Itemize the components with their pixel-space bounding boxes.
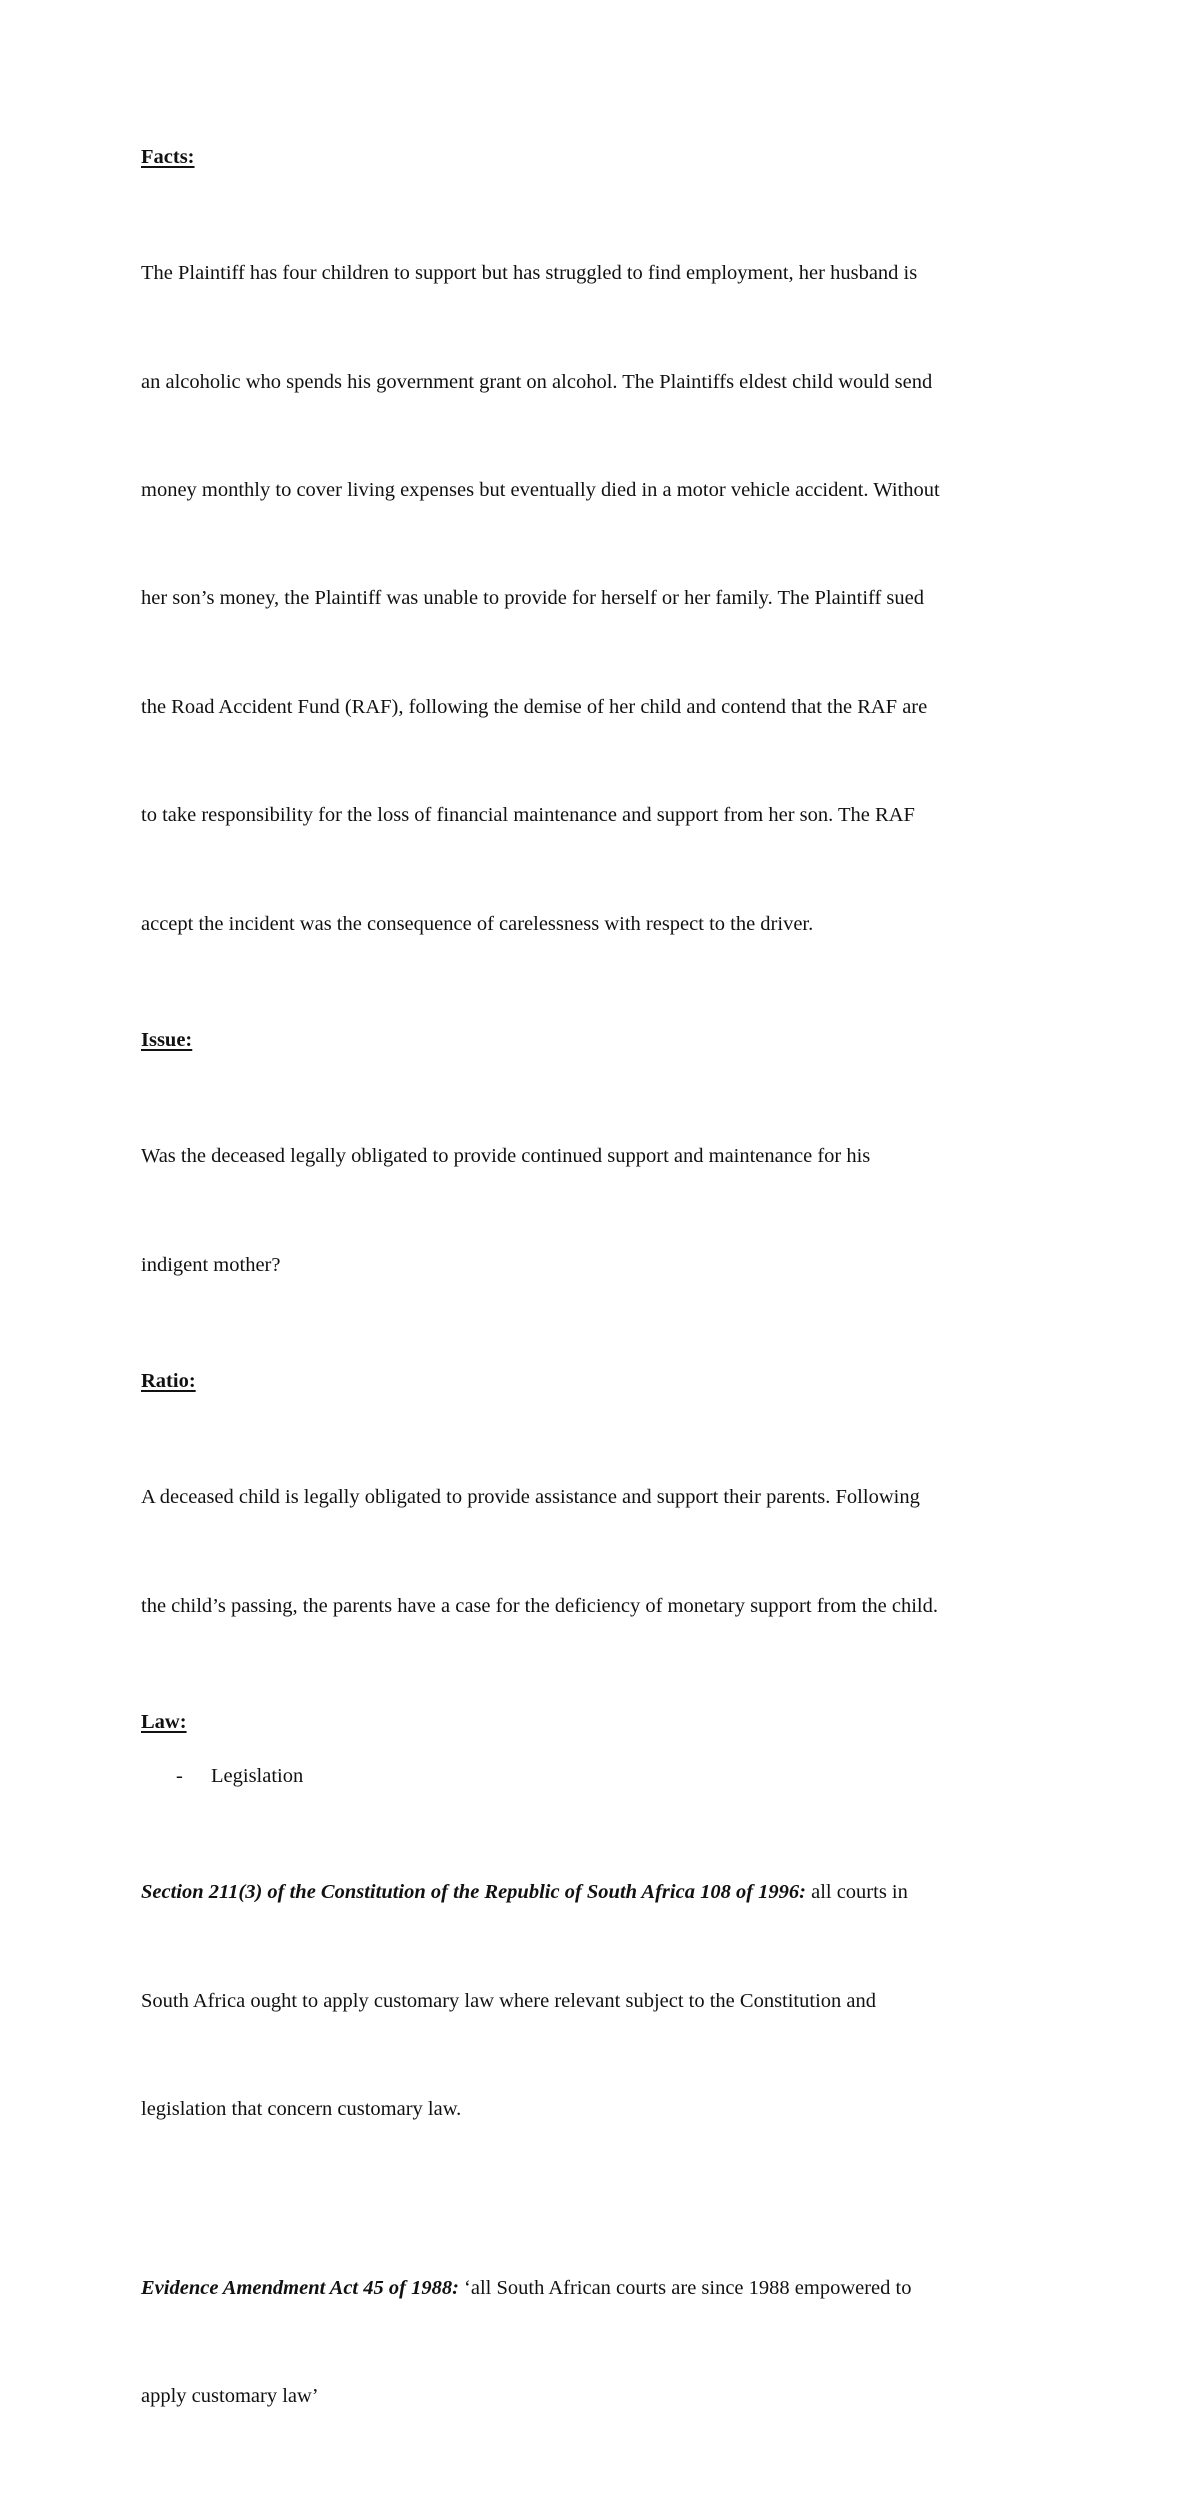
facts-line: her son’s money, the Plaintiff was unable to provide for herself or her family. The Plaintiff sued	[141, 587, 924, 610]
ratio-line: the child’s passing, the parents have a case for the deficiency of monetary support from the child.	[141, 1594, 938, 1617]
law-entry-line: apply customary law’	[141, 2385, 319, 2408]
law-entry-text: ‘all South African courts are since 1988 empowered to	[458, 2276, 912, 2299]
issue-line: indigent mother?	[141, 1253, 281, 1276]
citation: Evidence Amendment Act 45 of 1988:	[141, 2276, 459, 2299]
law-entry-line: legislation that concern customary law.	[141, 2098, 462, 2121]
law-list-item	[141, 1757, 1066, 1795]
facts-line: the Road Accident Fund (RAF), following the demise of her child and contend that the RAF are	[141, 695, 928, 718]
issue-heading: Issue:	[141, 1029, 193, 1052]
facts-line: an alcoholic who spends his government grant on alcohol. The Plaintiffs eldest child would send	[141, 370, 933, 393]
facts-line: to take responsibility for the loss of financial maintenance and support from her son. The RAF	[141, 804, 915, 827]
facts-line: The Plaintiff has four children to support but has struggled to find employment, her husband is	[141, 262, 918, 285]
law-entry-first-line	[141, 2261, 1066, 2315]
citation: Section 211(3) of the Constitution of the Republic of South Africa 108 of 1996:	[141, 1881, 806, 1904]
law-heading: Law:	[141, 1711, 187, 1734]
document-page	[141, 138, 1066, 2494]
issue-paragraph	[141, 1075, 1066, 1346]
facts-heading: Facts:	[141, 146, 195, 168]
issue-line: Was the deceased legally obligated to provide continued support and maintenance for his	[141, 1145, 871, 1168]
law-entry-constitution	[141, 1811, 1066, 2190]
list-dash: -	[176, 1765, 183, 1788]
ratio-heading: Ratio:	[141, 1370, 196, 1393]
list-item-text: Legislation	[211, 1765, 304, 1788]
law-entry-evidence-act	[141, 2207, 1066, 2478]
ratio-line: A deceased child is legally obligated to provide assistance and support their parents. Following	[141, 1486, 920, 1509]
facts-line: money monthly to cover living expenses but eventually died in a motor vehicle accident. Without	[141, 479, 940, 502]
facts-paragraph	[141, 192, 1066, 1005]
law-entry-line: South Africa ought to apply customary law where relevant subject to the Constitution and	[141, 1989, 876, 2012]
facts-line: accept the incident was the consequence of carelessness with respect to the driver.	[141, 912, 814, 935]
law-entry-text: all courts in	[805, 1881, 908, 1904]
law-entry-first-line	[141, 1865, 1066, 1919]
ratio-paragraph	[141, 1416, 1066, 1687]
